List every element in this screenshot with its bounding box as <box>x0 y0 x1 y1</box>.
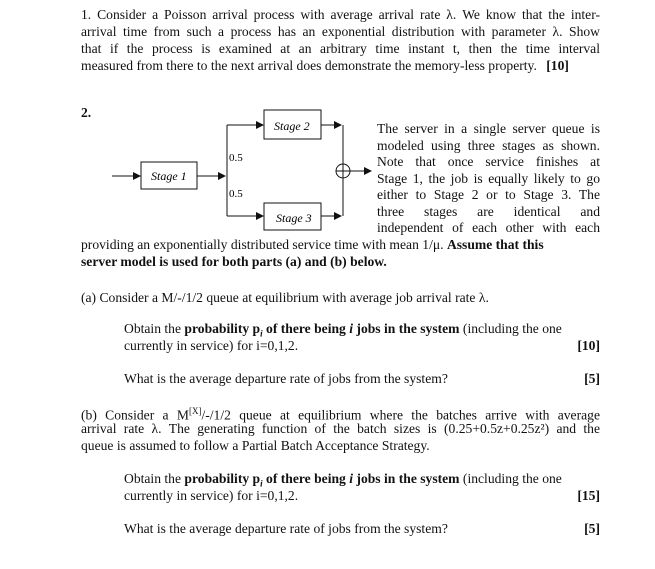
q2-wide-line2 <box>81 253 600 270</box>
part-a-q1-marks: [10] <box>577 338 600 353</box>
q1-line1: 1. Consider a Poisson arrival process with average arrival rate λ. We know that the inter- <box>81 7 600 22</box>
part-a-q2 <box>124 370 600 387</box>
q2-wide-line1-text: providing an exponentially distributed service time with mean 1/μ. <box>81 237 444 252</box>
part-b-q1-sub: i <box>260 478 263 489</box>
part-b-q1-pre: Obtain the <box>124 471 182 486</box>
part-b-q1-line2 <box>124 487 600 504</box>
q1-line4-text: measured from there to the next arrival does demonstrate the memory-less property. <box>81 58 537 73</box>
part-b-line1-sup: [X] <box>188 406 202 416</box>
part-a-intro: (a) Consider a M/-/1/2 queue at equilibrium with average job arrival rate λ. <box>81 290 489 305</box>
q1-marks: [10] <box>546 58 569 73</box>
part-b-q1-post: (including the one <box>462 471 562 486</box>
stage3-label: Stage 3 <box>276 211 312 225</box>
part-b-line3: queue is assumed to follow a Partial Batch Acceptance Strategy. <box>81 438 430 453</box>
q2-side-line4: Stage 1, the job is equally likely to go <box>377 171 600 186</box>
part-a-q1-bold: probability p <box>184 321 261 336</box>
q1-line3: that if the process is examined at an arbitrary time instant t, then the time interval <box>81 41 600 56</box>
q2-wide-line1 <box>81 236 600 253</box>
q2-side-line1: The server in a single server queue is <box>377 121 600 136</box>
part-a-q1-line2 <box>124 337 600 354</box>
part-a-q1-post: (including the one <box>462 321 562 336</box>
part-b-q2 <box>124 520 600 537</box>
part-b-q1-i: i <box>349 471 354 486</box>
part-a-q1-sub: i <box>260 328 263 339</box>
part-b-q1-marks: [15] <box>577 488 600 503</box>
prob-upper: 0.5 <box>229 152 243 164</box>
q1-line2: arrival time from such a process has an exponential distribution with parameter λ. Show <box>81 24 600 39</box>
q2-side-line2: modeled using three stages as shown. <box>377 138 600 153</box>
part-a-q1-bold2: of there being <box>266 321 346 336</box>
stage2-label: Stage 2 <box>274 119 310 133</box>
part-b-line1-post: /-/1/2 queue at equilibrium where the batches arrive with average <box>201 407 600 423</box>
q2-wide-line1-bold: Assume that this <box>446 237 544 252</box>
stage1-label: Stage 1 <box>151 169 187 183</box>
part-a-q2-marks: [5] <box>584 371 600 386</box>
part-b-q2-marks: [5] <box>584 521 600 536</box>
part-b-q2-text: What is the average departure rate of jobs from the system? <box>124 521 448 536</box>
part-b-q1-line2-text: currently in service) for i=0,1,2. <box>124 488 299 503</box>
part-a-q1-bold3: jobs in the system <box>356 321 460 336</box>
part-a-q1-line2-text: currently in service) for i=0,1,2. <box>124 338 299 353</box>
part-b-line2: arrival rate λ. The generating function of the batch sizes is (0.25+0.5z+0.25z²) and the <box>81 421 600 436</box>
part-b-q1-bold2: of there being <box>266 471 346 486</box>
part-a-q1-i: i <box>349 321 354 336</box>
part-b-line1-pre: (b) Consider a M <box>81 407 189 423</box>
q2-side-line6: three stages are identical and <box>377 204 600 219</box>
q2-side-line3: Note that once service finishes at <box>377 154 600 169</box>
q2-side-line7: independent of each other with each <box>377 220 600 235</box>
q2-wide-line2-bold: server model is used for both parts (a) and (b) below. <box>81 254 387 269</box>
part-b-q1-bold: probability p <box>184 471 261 486</box>
q2-number: 2. <box>81 105 92 120</box>
part-a-q2-text: What is the average departure rate of jobs from the system? <box>124 371 448 386</box>
prob-lower: 0.5 <box>229 188 243 200</box>
part-a-q1-pre: Obtain the <box>124 321 182 336</box>
q2-side-line5: either to Stage 2 or to Stage 3. The <box>377 187 600 202</box>
part-b-q1-bold3: jobs in the system <box>356 471 460 486</box>
